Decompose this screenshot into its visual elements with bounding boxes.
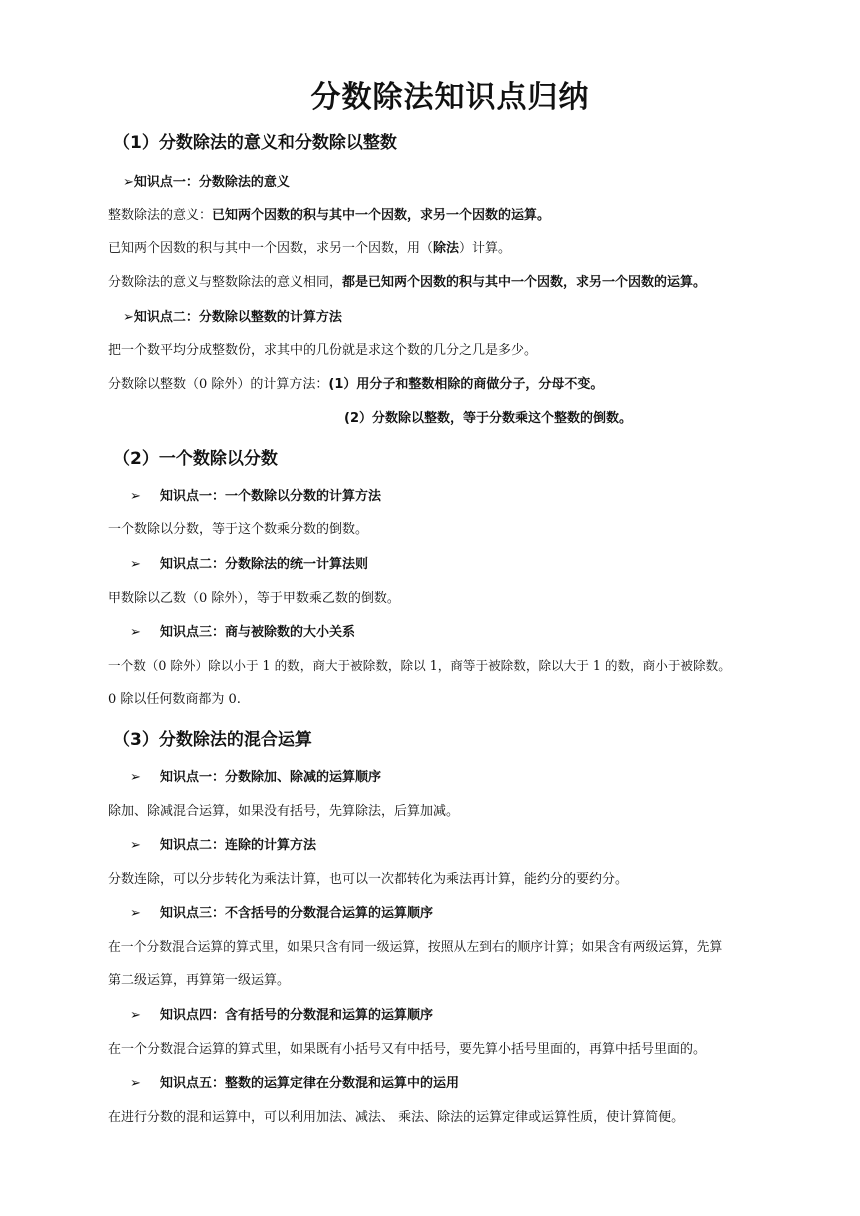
knowledge-point-label: 知识点二：连除的计算方法 — [160, 838, 317, 853]
knowledge-point-label: 知识点一：分数除加、除减的运算顺序 — [160, 770, 382, 785]
arrow-bullet-icon: ➢ — [130, 489, 141, 504]
section-2-knowledge-point-2 — [130, 556, 368, 574]
knowledge-point-label: 知识点三：商与被除数的大小关系 — [160, 625, 356, 640]
paragraph-text: 已知两个因数的积与其中一个因数，求另一个因数，用（ — [108, 241, 434, 256]
paragraph-bold-text: 除法 — [433, 241, 460, 256]
section-3-knowledge-point-4 — [130, 1007, 433, 1025]
section-3-knowledge-point-3 — [130, 905, 433, 923]
paragraph-bold-text: 都是已知两个因数的积与其中一个因数，求另一个因数的运算。 — [342, 275, 707, 290]
knowledge-point-label: 知识点二：分数除法的统一计算法则 — [160, 557, 369, 572]
section-3-knowledge-point-5 — [130, 1075, 459, 1093]
paragraph: 甲数除以乙数（0 除外），等于甲数乘乙数的倒数。 — [108, 591, 400, 606]
paragraph-text: 分数除以整数（0 除外）的计算方法： — [108, 377, 329, 392]
arrow-bullet-icon: ➢ — [130, 625, 141, 640]
section-3-knowledge-point-1 — [130, 769, 381, 787]
paragraph: 0 除以任何数商都为 0. — [108, 692, 241, 707]
section-1-knowledge-point-2 — [123, 309, 342, 327]
arrow-bullet-icon: ➢ — [130, 906, 141, 921]
arrow-bullet-icon: ➢ — [123, 175, 134, 190]
paragraph — [108, 207, 550, 225]
paragraph-text: ）计算。 — [459, 241, 512, 256]
paragraph — [108, 376, 603, 394]
knowledge-point-label: 知识点五：整数的运算定律在分数混和运算中的运用 — [160, 1076, 460, 1091]
section-2-knowledge-point-3 — [130, 624, 355, 642]
knowledge-point-label: 知识点一：一个数除以分数的计算方法 — [160, 489, 382, 504]
paragraph: 一个数除以分数，等于这个数乘分数的倒数。 — [108, 522, 369, 537]
paragraph: 除加、除减混合运算，如果没有括号，先算除法，后算加减。 — [108, 804, 460, 819]
paragraph: 把一个数平均分成整数份，求其中的几份就是求这个数的几分之几是多少。 — [108, 343, 538, 358]
section-1-heading: （1）分数除法的意义和分数除以整数 — [113, 133, 397, 153]
arrow-bullet-icon: ➢ — [130, 770, 141, 785]
paragraph: 在一个分数混合运算的算式里，如果既有小括号又有中括号，要先算小括号里面的，再算中括号里面的。 — [108, 1042, 707, 1057]
section-3-knowledge-point-2 — [130, 837, 316, 855]
page-title: 分数除法知识点归纳 — [310, 80, 590, 115]
knowledge-point-label: 知识点二：分数除以整数的计算方法 — [133, 310, 342, 325]
knowledge-point-label: 知识点四：含有括号的分数混和运算的运算顺序 — [160, 1008, 434, 1023]
paragraph — [108, 240, 511, 258]
paragraph-text: 整数除法的意义： — [108, 208, 213, 223]
paragraph-bold-text: 已知两个因数的积与其中一个因数，求另一个因数的运算。 — [212, 208, 551, 223]
paragraph: 在进行分数的混和运算中，可以利用加法、减法、 乘法、除法的运算定律或运算性质，使计算简便。 — [108, 1110, 685, 1125]
paragraph: 分数连除，可以分步转化为乘法计算，也可以一次都转化为乘法再计算，能约分的要约分。 — [108, 872, 629, 887]
paragraph-text: 分数除法的意义与整数除法的意义相同， — [108, 275, 343, 290]
paragraph-bold-text: (1）用分子和整数相除的商做分子，分母不变。 — [328, 377, 604, 392]
paragraph — [108, 274, 706, 292]
section-2-knowledge-point-1 — [130, 488, 381, 506]
knowledge-point-label: 知识点一：分数除法的意义 — [133, 175, 290, 190]
section-2-heading: （2）一个数除以分数 — [113, 449, 278, 469]
section-1-knowledge-point-1 — [123, 174, 290, 192]
paragraph: 在一个分数混合运算的算式里，如果只含有同一级运算，按照从左到右的顺序计算；如果含有两级运算，先算 — [108, 940, 723, 955]
arrow-bullet-icon: ➢ — [130, 1008, 141, 1023]
paragraph: 第二级运算，再算第一级运算。 — [108, 973, 291, 988]
paragraph-bold-text: (2）分数除以整数，等于分数乘这个整数的倒数。 — [344, 411, 632, 426]
arrow-bullet-icon: ➢ — [130, 1076, 141, 1091]
section-3-heading: （3）分数除法的混合运算 — [113, 730, 312, 750]
knowledge-point-label: 知识点三：不含括号的分数混合运算的运算顺序 — [160, 906, 434, 921]
paragraph: 一个数（0 除外）除以小于 1 的数，商大于被除数，除以 1，商等于被除数，除以大于 1 的数，商小于被除数。 — [108, 658, 731, 673]
arrow-bullet-icon: ➢ — [130, 557, 141, 572]
arrow-bullet-icon: ➢ — [123, 310, 134, 325]
arrow-bullet-icon: ➢ — [130, 838, 141, 853]
